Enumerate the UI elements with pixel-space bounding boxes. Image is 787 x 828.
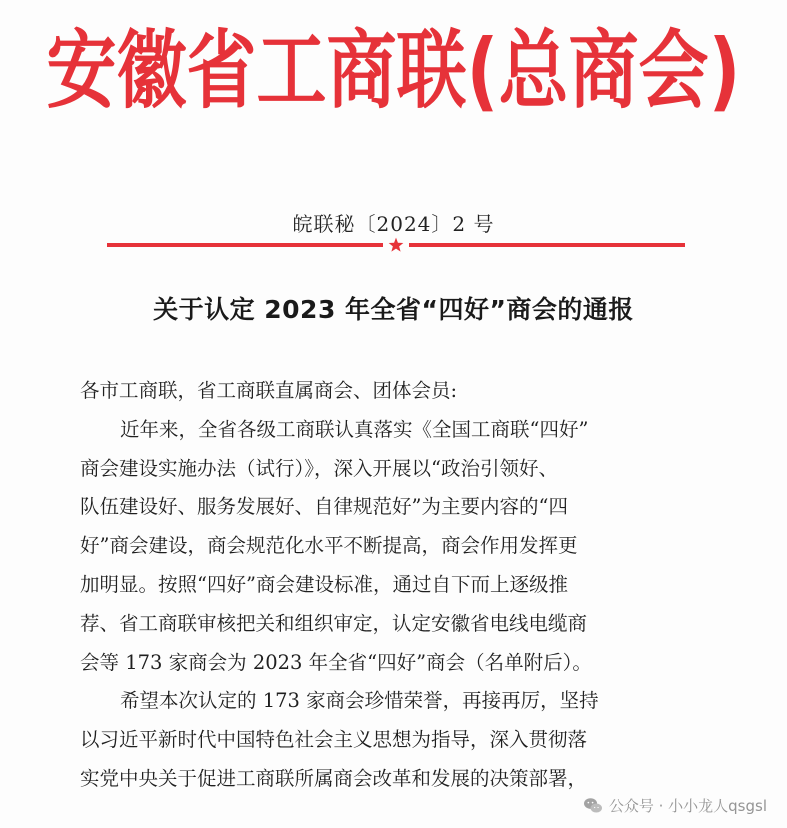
document-title: 关于认定 2023 年全省“四好”商会的通报: [153, 295, 634, 324]
watermark-text: 公众号 · 小小龙人qsgsl: [608, 797, 767, 815]
body-line: 队伍建设好、服务发展好、自律规范好”为主要内容的“四: [80, 495, 568, 519]
body-line: 荐、省工商联审核把关和组织审定，认定安徽省电线电缆商: [80, 611, 588, 635]
salutation: 各市工商联，省工商联直属商会、团体会员:: [80, 379, 458, 402]
body-line: 近年来，全省各级工商联认真落实《全国工商联“四好”: [120, 417, 589, 441]
body-line: 以习近平新时代中国特色社会主义思想为指导，深入贯彻落: [80, 728, 588, 752]
divider-line-left: [107, 243, 383, 247]
body-line: 会等 173 家商会为 2023 年全省“四好”商会（名单附后）。: [80, 650, 592, 674]
body-line: 加明显。按照“四好”商会建设标准，通过自下而上逐级推: [80, 572, 568, 596]
document-body: [80, 372, 680, 799]
wechat-icon: [583, 797, 603, 815]
document-number: 皖联秘〔2024〕2 号: [292, 212, 495, 236]
red-divider: [107, 240, 685, 254]
body-line: 好”商会建设，商会规范化水平不断提高，商会作用发挥更: [80, 534, 578, 558]
star-icon: [388, 237, 404, 253]
body-line: 实党中央关于促进工商联所属商会改革和发展的决策部署，: [80, 766, 588, 790]
watermark: [583, 795, 767, 816]
body-line: 商会建设实施办法（试行）》，深入开展以“政治引领好、: [80, 456, 558, 480]
masthead-title: 安徽省工商联(总商会): [46, 20, 741, 121]
divider-line-right: [409, 243, 685, 247]
body-line: 希望本次认定的 173 家商会珍惜荣誉，再接再厉，坚持: [120, 689, 599, 713]
